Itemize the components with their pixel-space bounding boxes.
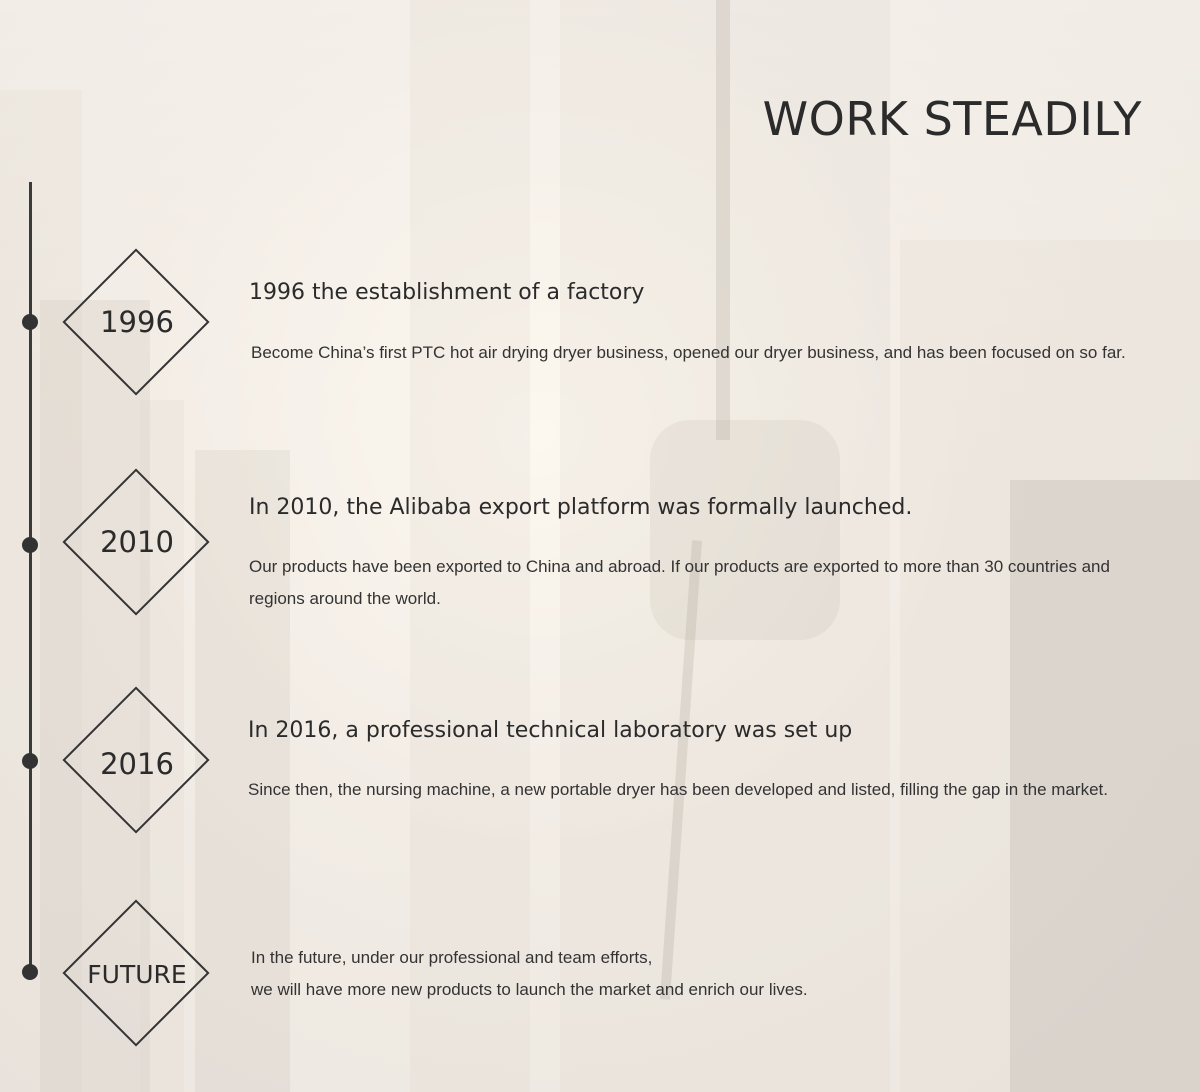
milestone-title: In 2016, a professional technical laboratory was set up bbox=[248, 718, 853, 743]
year-label: 1996 bbox=[100, 305, 174, 339]
milestone-title: 1996 the establishment of a factory bbox=[249, 280, 645, 305]
timeline-line bbox=[29, 182, 32, 974]
description-line: In the future, under our professional and team efforts, bbox=[251, 948, 653, 967]
page-title: WORK STEADILY bbox=[762, 92, 1142, 146]
milestone-description: Become China’s first PTC hot air drying dryer business, opened our dryer business, and has been focused on so far. bbox=[251, 343, 1126, 362]
year-label: 2010 bbox=[100, 525, 174, 559]
year-label: FUTURE bbox=[87, 960, 187, 989]
milestone-description: Our products have been exported to China and abroad. If our products are exported to more than 30 countries and regions around the world. bbox=[249, 557, 1110, 608]
year-label: 2016 bbox=[100, 747, 174, 781]
timeline-dot bbox=[22, 964, 38, 980]
milestone-title: In 2010, the Alibaba export platform was formally launched. bbox=[249, 495, 913, 520]
milestone-description: Since then, the nursing machine, a new portable dryer has been developed and listed, filling the gap in the market. bbox=[248, 780, 1108, 799]
timeline-dot bbox=[22, 753, 38, 769]
description-line: we will have more new products to launch the market and enrich our lives. bbox=[251, 980, 808, 999]
milestone-description bbox=[251, 942, 1181, 1006]
timeline-dot bbox=[22, 537, 38, 553]
timeline-dot bbox=[22, 314, 38, 330]
